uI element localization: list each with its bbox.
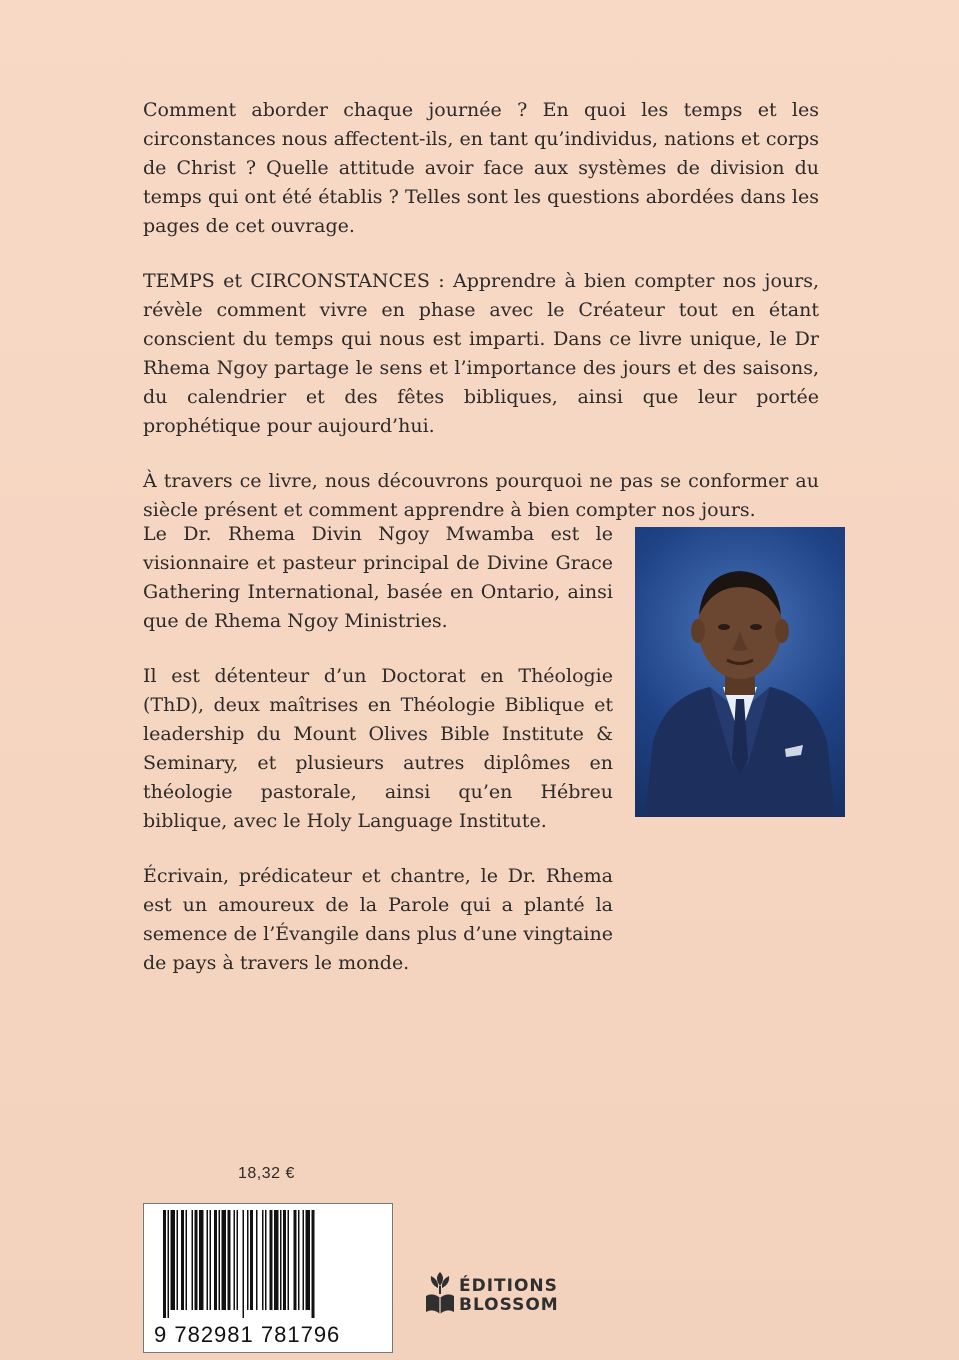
- barcode-bar: [228, 1210, 231, 1310]
- barcode-bar: [265, 1210, 267, 1310]
- barcode-bar: [181, 1210, 184, 1310]
- barcode-bar: [214, 1210, 217, 1310]
- barcode-bar: [171, 1210, 176, 1310]
- barcode-bar: [312, 1210, 315, 1318]
- barcode-bar: [274, 1210, 279, 1310]
- isbn-barcode: [143, 1203, 393, 1353]
- barcode-bar: [306, 1210, 311, 1310]
- author-bio-paragraph-2: Il est détenteur d’un Doctorat en Théologie (ThD), deux maîtrises en Théologie Biblique et leadership du Mount Olives Bible Institute & Seminary, et plusieurs autres diplômes en théologie pastorale, ainsi qu’en Hébreu biblique, avec le Holy Language Institute.: [143, 665, 613, 832]
- barcode-bar: [280, 1210, 282, 1310]
- synopsis: [143, 96, 819, 551]
- barcode-bar: [210, 1210, 212, 1310]
- synopsis-paragraph-1: Comment aborder chaque journée ? En quoi les temps et les circonstances nous affectent-ils, en tant qu’individus, nations et corps de Christ ? Quelle attitude avoir face aux systèmes de division du temps qui ont été établis ? Telles sont les questions abordées dans les pages de cet ouvrage.: [143, 99, 819, 237]
- author-bio: [143, 520, 613, 1004]
- barcode-bar: [262, 1210, 264, 1310]
- synopsis-paragraph-3: À travers ce livre, nous découvrons pourquoi ne pas se conformer au siècle présent et comment apprendre à bien compter nos jours.: [143, 470, 819, 521]
- book-flower-icon: [425, 1268, 455, 1320]
- publisher-name-line-1: ÉDITIONS: [459, 1276, 558, 1296]
- isbn-number: 9 782981 781796: [154, 1322, 341, 1347]
- barcode-bar: [234, 1210, 236, 1310]
- barcode-bar: [207, 1210, 209, 1310]
- publisher-logo: [425, 1268, 595, 1324]
- author-bio-paragraph-1: Le Dr. Rhema Divin Ngoy Mwamba est le visionnaire et pasteur principal de Divine Grace Gathering International, basée en Ontario, ainsi que de Rhema Ngoy Ministries.: [143, 523, 613, 632]
- synopsis-paragraph-2: TEMPS et CIRCONSTANCES : Apprendre à bien compter nos jours, révèle comment vivre en phase avec le Créateur tout en étant conscient du temps qui nous est imparti. Dans ce livre unique, le Dr Rhema Ngoy partage le sens et l’importance des jours et des saisons, du calendrier et des fêtes bibliques, ainsi que leur portée prophétique pour aujourd’hui.: [143, 270, 819, 437]
- barcode-bar: [283, 1210, 286, 1310]
- barcode-bar: [195, 1210, 198, 1310]
- publisher-name-line-2: BLOSSOM: [459, 1295, 559, 1315]
- barcode-bar: [186, 1210, 188, 1310]
- barcode-bar: [237, 1210, 239, 1310]
- price-label: 18,32 €: [238, 1165, 295, 1182]
- barcode-bar: [294, 1210, 297, 1310]
- barcode-bar: [288, 1210, 290, 1310]
- barcode-bar: [177, 1210, 179, 1310]
- author-photo: [635, 527, 845, 817]
- barcode-bar: [243, 1210, 245, 1318]
- barcode-bars: [163, 1210, 373, 1318]
- author-bio-paragraph-3: Écrivain, prédicateur et chantre, le Dr. Rhema est un amoureux de la Parole qui a planté la semence de l’Évangile dans plus d’une vingtaine de pays à travers le monde.: [143, 865, 613, 974]
- barcode-bar: [163, 1210, 166, 1318]
- barcode-bar: [250, 1210, 253, 1310]
- barcode-bar: [222, 1210, 227, 1310]
- barcode-bar: [270, 1210, 273, 1310]
- barcode-bar: [199, 1210, 204, 1310]
- barcode-bar: [168, 1210, 170, 1318]
- barcode-bar: [303, 1210, 305, 1310]
- author-portrait-illustration: [635, 527, 845, 817]
- barcode-bar: [192, 1210, 194, 1310]
- barcode-bar: [298, 1210, 300, 1310]
- barcode-bar: [219, 1210, 221, 1310]
- barcode-bar: [247, 1210, 249, 1310]
- barcode-bar: [256, 1210, 258, 1310]
